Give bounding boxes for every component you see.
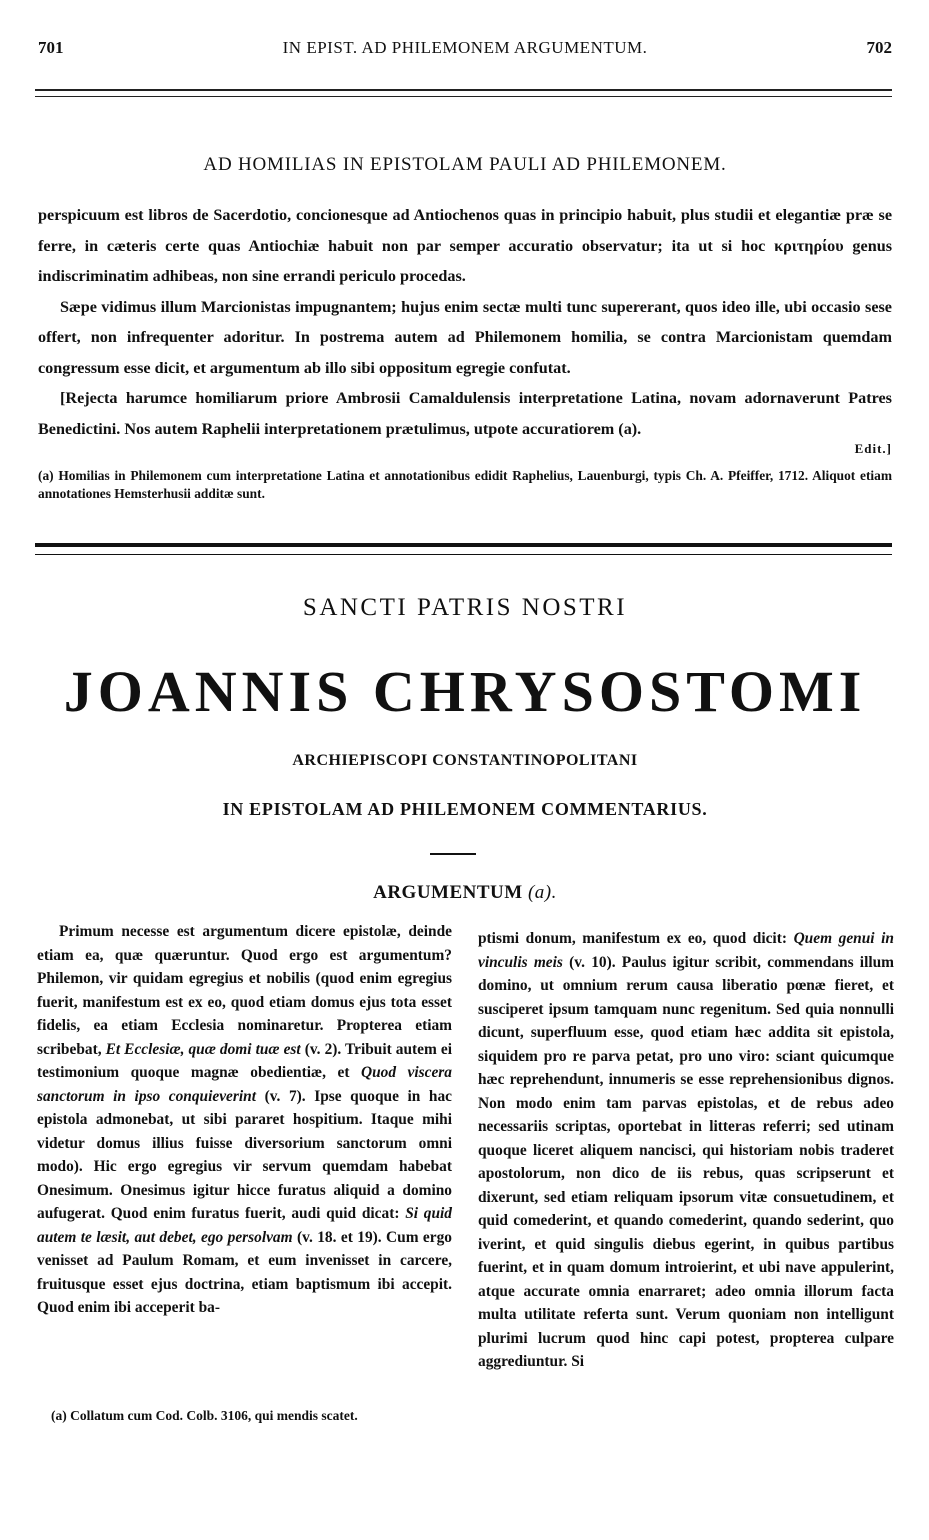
text-run: ptismi donum, manifestum ex eo, quod dicit: <box>478 930 794 947</box>
text-run: (v. 2). Tribuit autem ei testimonium quoque magnæ obedientiæ, et <box>37 1040 452 1081</box>
left-column <box>37 920 452 1320</box>
top-paragraph: Sæpe vidimus illum Marcionistas impugnantem; hujus enim sectæ multi tunc supererant, quos ideo ille, ubi occasio sese offert, non infrequenter adoritur. In postrema autem ad Philemonem homilia, se contra Marcionistam quemdam congressum esse dicit, et argumentum ab illo sibi oppositum egregie confutat. <box>38 297 892 377</box>
argumentum-heading-note: (a). <box>527 882 557 903</box>
title-short-rule <box>430 853 476 855</box>
footnote-left: (a) Collatum cum Cod. Colb. 3106, qui mendis scatet. <box>51 1408 358 1423</box>
title-line-4: IN EPISTOLAM AD PHILEMONEM COMMENTARIUS. <box>222 799 708 819</box>
scripture-quote: Quod viscera sanctorum in ipso conquieverint <box>37 1064 452 1105</box>
text-run: (v. 10). Paulus igitur scribit, commendans illum domino, ut omnium rerum causa liberatio pœnæ fieret, et susciperet ipsum tamquam nunc regenitum. Sed quia nonnulli dicunt, superfluum esse, quod etiam hæc addita sit epistola, siquidem pro re parva petat, pro uno viro: sciant quicumque hæc reprehendunt, innumeris se esse reprehensionibus dignos. Non modo enim tam parvas epistolas, et de rebus adeo necessariis scriptas, oportebat in litteras referri; sed utinam quoque liceret aliquem nancisci, qui historiam nobis traderet apostolorum, non dico de iis rebus, quas scripserunt et dixerunt, sed etiam reliquam ipsorum vitæ consuetudinem, et quid comederint, et quando comederint, quando sederint, quo iverint, et quid singulis diebus egerint, in quibus partibus fuerint, et in quam domum introierint, et ubi nave appulerint, atque accurate omnia enarraret; adeo omnia illorum facta multa utilitate referta sunt. Verum quoniam non intelligunt plurimi lucrum quod hinc capi potest, propterea culpare aggrediuntur. Si <box>478 953 895 1370</box>
scripture-quote: Et Ecclesiæ, quæ domi tuæ est <box>105 1040 301 1058</box>
scripture-quote: Si quid autem te læsit, aut debet, ego persolvam <box>37 1205 452 1246</box>
top-paragraph: [Rejecta harumce homiliarum priore Ambrosii Camaldulensis interpretatione Latina, novam adornaverunt Patres Benedictini. Nos autem Raphelii interpretationem prætulimus, utpote accuratiorem (a). <box>38 389 892 438</box>
title-line-3: ARCHIEPISCOPI CONSTANTINOPOLITANI <box>292 752 638 769</box>
top-paragraph: perspicuum est libros de Sacerdotio, concionesque ad Antiochenos quas in principio habuit, plus studii et elegantiæ præ se ferre, in cæteris certe quas Antiochiæ habuit non par semper accuratio observatur; ita ut si hoc κριτηρίου genus indiscriminatim adhibeas, non sine errandi periculo procedas. <box>38 206 892 285</box>
header-rule <box>35 89 892 97</box>
section-heading: AD HOMILIAS IN EPISTOLAM PAULI AD PHILEMONEM. <box>203 154 727 175</box>
running-title: IN EPIST. AD PHILEMONEM ARGUMENTUM. <box>282 38 648 57</box>
text-run: Primum necesse est argumentum dicere epistolæ, deinde etiam ea, quæ quæruntur. Quod ergo est argumentum? Philemon, vir quidam egregius et nobilis (quod enim egregius fuerit, manifestum est ex eo, quod etiam domus ejus tota esset fidelis, ea etiam Ecclesia nominaretur. Propterea etiam scribebat, <box>37 923 452 1058</box>
running-header <box>38 38 892 62</box>
footnote-top: (a) Homilias in Philemonem cum interpretatione Latina et annotationibus edidit Raphelius, Lauenburgi, typis Ch. A. Pfeiffer, 1712. Aliquot etiam annotationes Hemsterhusii additæ sunt. <box>38 468 892 501</box>
right-column <box>478 927 894 1374</box>
text-run: (v. 7). Ipse quoque in hac epistola admonebat, ut sibi pararet hospitium. Itaque mihi videtur domus illius fuisse diversorium sanctorum omni modo). Hic ergo egregius vir servum quemdam habebat Onesimum. Onesimus igitur hicce furatus aliquid a domino aufugerat. Quod enim furatus fuerit, audi quid dicat: <box>37 1087 452 1222</box>
argumentum-heading <box>38 882 892 904</box>
text-run: (v. 18. et 19). Cum ergo venisset ad Paulum Romam, et eum invenisset in carcere, fruitusque esset ejus doctrina, etiam baptismum ibi accepit. Quod enim ibi acceperit ba- <box>37 1228 452 1316</box>
page-number-right: 702 <box>866 38 892 57</box>
left-paragraph <box>37 920 452 1320</box>
section-divider-rule <box>35 543 892 555</box>
scripture-quote: Quem genui in vinculis meis <box>478 930 894 971</box>
top-text-block <box>38 200 892 458</box>
editor-signature: Edit.] <box>854 441 892 456</box>
title-author: JOANNIS CHRYSOSTOMI <box>63 659 867 724</box>
right-paragraph <box>478 927 894 1374</box>
argumentum-heading-text: ARGUMENTUM <box>373 882 523 903</box>
title-line-1: SANCTI PATRIS NOSTRI <box>302 594 628 621</box>
page-number-left: 701 <box>38 38 64 57</box>
